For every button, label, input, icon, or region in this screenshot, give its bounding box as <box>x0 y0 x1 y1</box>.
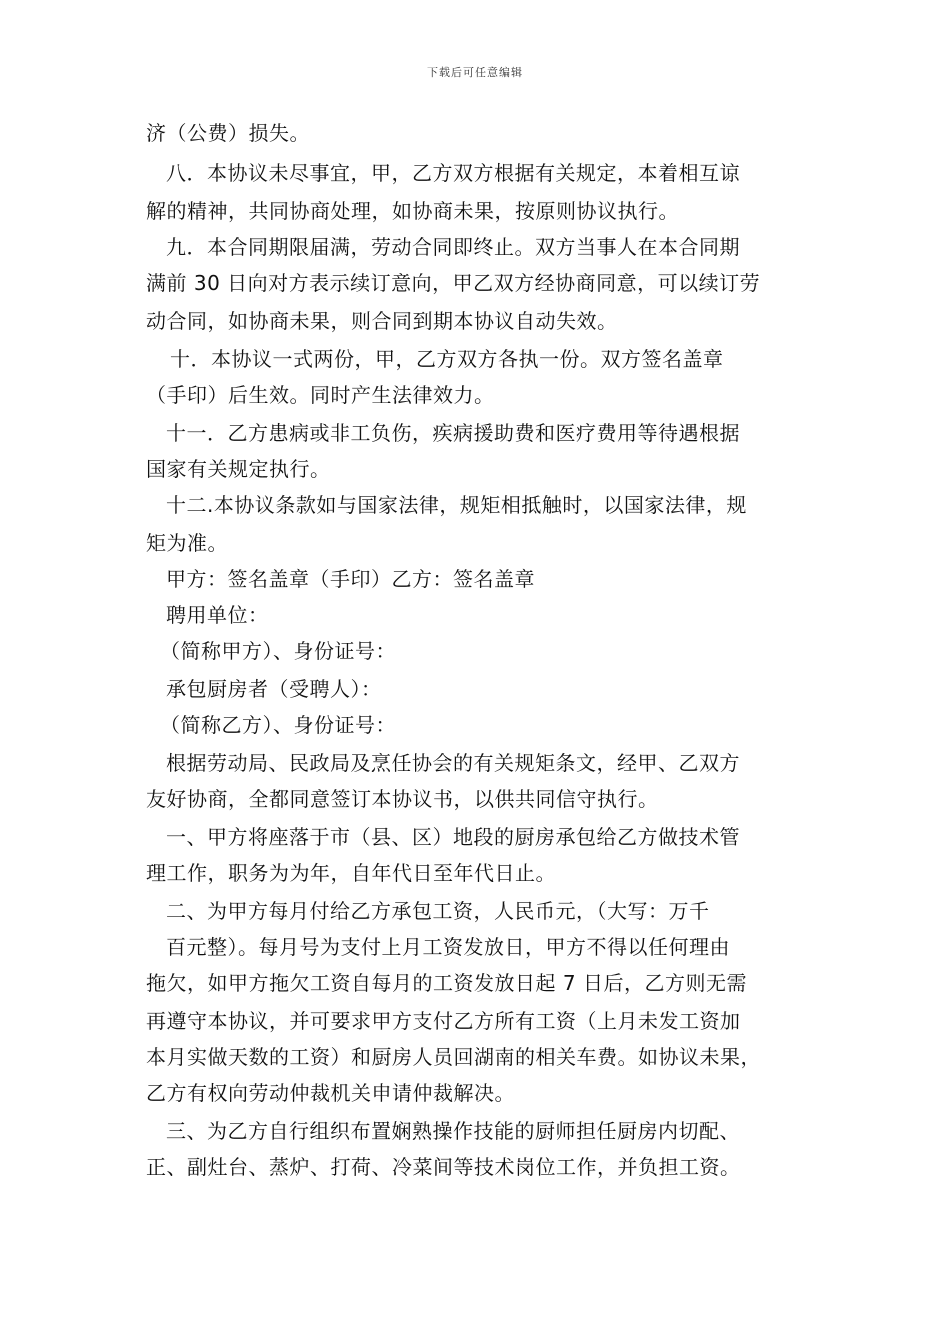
paragraph-line: 本月实做天数的工资）和厨房人员回湖南的相关车费。如协议未果， <box>146 1045 761 1069</box>
paragraph-line: 二、为甲方每月付给乙方承包工资，人民币元，（大写：万千 <box>166 899 710 923</box>
paragraph-line: 正、副灶台、蒸炉、打荷、冷菜间等技术岗位工作，并负担工资。 <box>146 1155 741 1179</box>
paragraph-line: （简称乙方）、身份证号： <box>160 713 396 737</box>
paragraph-line: 承包厨房者（受聘人）： <box>166 677 382 701</box>
paragraph-line: 济（公费）损失。 <box>146 121 310 145</box>
paragraph-line: （手印）后生效。同时产生法律效力。 <box>146 383 495 407</box>
paragraph-line: 甲方：签名盖章（手印）乙方：签名盖章 <box>166 567 535 591</box>
paragraph-line: 聘用单位： <box>166 603 269 627</box>
paragraph-line: 三、为乙方自行组织布置娴熟操作技能的厨师担任厨房内切配、 <box>166 1119 740 1143</box>
paragraph-line: 拖欠，如甲方拖欠工资自每月的工资发放日起 7 日后，乙方则无需 <box>146 971 747 995</box>
paragraph-line: 乙方有权向劳动仲裁机关申请仲裁解决。 <box>146 1081 515 1105</box>
paragraph-line: 一、甲方将座落于市（县、区）地段的厨房承包给乙方做技术管 <box>166 825 740 849</box>
paragraph-line: 九．本合同期限届满，劳动合同即终止。双方当事人在本合同期 <box>166 235 740 259</box>
paragraph-line: 八．本协议未尽事宜，甲，乙方双方根据有关规定，本着相互谅 <box>166 161 740 185</box>
paragraph-line: 解的精神，共同协商处理，如协商未果，按原则协议执行。 <box>146 199 679 223</box>
paragraph-line: 友好协商，全都同意签订本协议书，以供共同信守执行。 <box>146 787 659 811</box>
paragraph-line: 理工作，职务为为年，自年代日至年代日止。 <box>146 861 556 885</box>
paragraph-line: 百元整）。每月号为支付上月工资发放日，甲方不得以任何理由 <box>166 935 730 959</box>
paragraph-line: 国家有关规定执行。 <box>146 457 331 481</box>
paragraph-line: （简称甲方）、身份证号： <box>160 639 396 663</box>
paragraph-line: 十一．乙方患病或非工负伤，疾病援助费和医疗费用等待遇根据 <box>166 421 740 445</box>
paragraph-line: 十．本协议一式两份，甲，乙方双方各执一份。双方签名盖章 <box>170 347 724 371</box>
paragraph-line: 矩为准。 <box>146 531 228 555</box>
download-note-header: 下载后可任意编辑 <box>427 66 523 79</box>
paragraph-line: 十二.本协议条款如与国家法律，规矩相抵触时，以国家法律，规 <box>166 493 747 517</box>
paragraph-line: 动合同，如协商未果，则合同到期本协议自动失效。 <box>146 309 618 333</box>
paragraph-line: 满前 30 日向对方表示续订意向，甲乙双方经协商同意，可以续订劳 <box>146 271 761 295</box>
paragraph-line: 再遵守本协议，并可要求甲方支付乙方所有工资（上月未发工资加 <box>146 1009 741 1033</box>
paragraph-line: 根据劳动局、民政局及烹任协会的有关规矩条文，经甲、乙双方 <box>166 751 740 775</box>
